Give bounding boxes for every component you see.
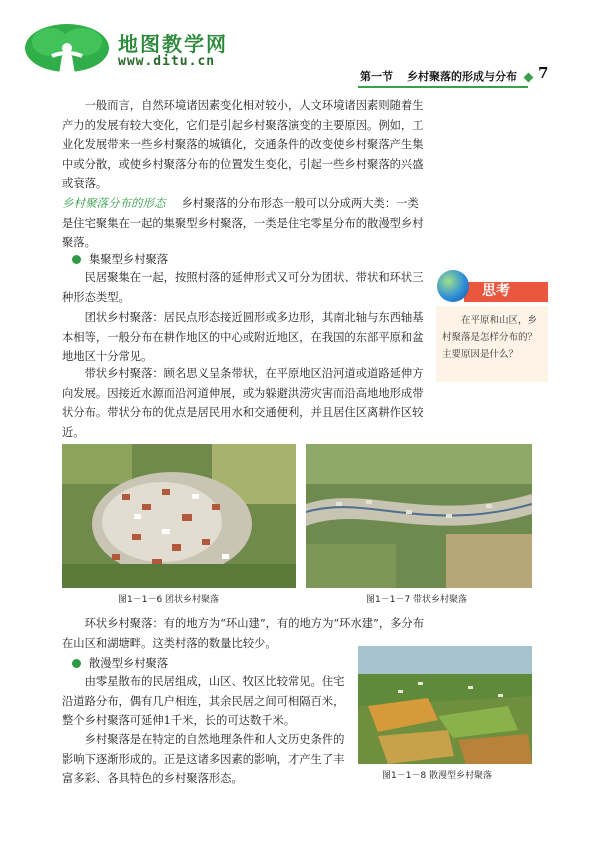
chapter-title: 乡村聚落的形成与分布 [407, 70, 517, 83]
paragraph-1: 一般而言，自然环境诸因素变化相对较小，人文环境诸因素则随着生产力的发展有较大变化，它们是引起乡村聚落演变的主要原因。例如，工业化发展带来一些乡村聚落的城镇化，交通条件的改变使乡村聚落产生集中或分散，或使乡村聚落分布的位置发生变化，引起一些乡村聚落的兴盛或衰落。 [62, 99, 424, 190]
section-label: 第一节 [360, 70, 393, 83]
logo-url: www.ditu.cn [118, 54, 216, 69]
figure-caption-3: 图1－1－8 散漫型乡村聚落 [382, 771, 493, 781]
page-number: 7 [538, 64, 549, 82]
diamond-icon [523, 72, 533, 82]
paragraph-8: 乡村聚落是在特定的自然地理条件和人文历史条件的影响下逐渐形成的。正是这诸多因素的影响，才产生了丰富多彩、各具特色的乡村聚落形态。 [62, 733, 345, 785]
header-rule [358, 86, 528, 88]
think-question: 在平原和山区，乡村聚落是怎样分布的？主要原因是什么？ [442, 315, 538, 360]
photo-clustered-village [62, 444, 296, 588]
logo-title: 地图教学网 [118, 32, 228, 56]
figure-caption-2: 图1－1－7 带状乡村聚落 [366, 595, 468, 605]
figure-caption-1: 图1－1－6 团状乡村聚落 [118, 595, 220, 605]
globe-icon [437, 270, 469, 302]
paragraph-4: 团状乡村聚落：居民点形态接近圆形或多边形，其南北轴与东西轴基本相等，一般分布在耕作地区的中心或附近地区，在我国的东部平原和盆地地区十分常见。 [62, 311, 424, 363]
bullet-aggregated [72, 250, 168, 269]
paragraph-2-text: 乡村聚落的分布形态一般可以分成两大类：一类是住宅聚集在一起的集聚型乡村聚落，一类是住宅零星分布的散漫型乡村聚落。 [62, 197, 424, 249]
paragraph-7: 由零星散布的民居组成，山区、牧区比较常见。住宅沿道路分布，偶有几户相连，其余民居之间可相隔百米，整个乡村聚落可延伸1千米，长的可达数千米。 [62, 675, 345, 727]
bullet-dot-icon [72, 659, 81, 668]
paragraph-5: 带状乡村聚落：顾名思义呈条带状，在平原地区沿河道或道路延伸方向发展。因接近水源而沿河道伸展，或为躲避洪涝灾害而沿高地地形成带状分布。带状分布的优点是居民用水和交通便利，并且居住区离耕作区较近。 [62, 367, 424, 439]
paragraph-3: 民居聚集在一起，按照村落的延伸形式又可分为团状、带状和环状三种形态类型。 [62, 271, 424, 304]
photo-linear-village [306, 444, 532, 588]
paragraph-2 [62, 194, 424, 253]
running-header [360, 68, 532, 84]
site-logo-icon [22, 22, 112, 82]
bullet-dot-icon [72, 255, 81, 264]
think-title: 思考 [482, 283, 510, 299]
paragraph-6: 环状乡村聚落：有的地方为“环山建”，有的地方为“环水建”，多分布在山区和湖塘畔。这类村落的数量比较少。 [62, 617, 425, 650]
section-heading: 乡村聚落分布的形态 [62, 196, 166, 210]
bullet-aggregated-label: 集聚型乡村聚落 [89, 253, 169, 266]
bullet-dispersed-label: 散漫型乡村聚落 [89, 657, 169, 670]
bullet-dispersed [72, 654, 168, 673]
photo-dispersed-village [358, 646, 532, 764]
